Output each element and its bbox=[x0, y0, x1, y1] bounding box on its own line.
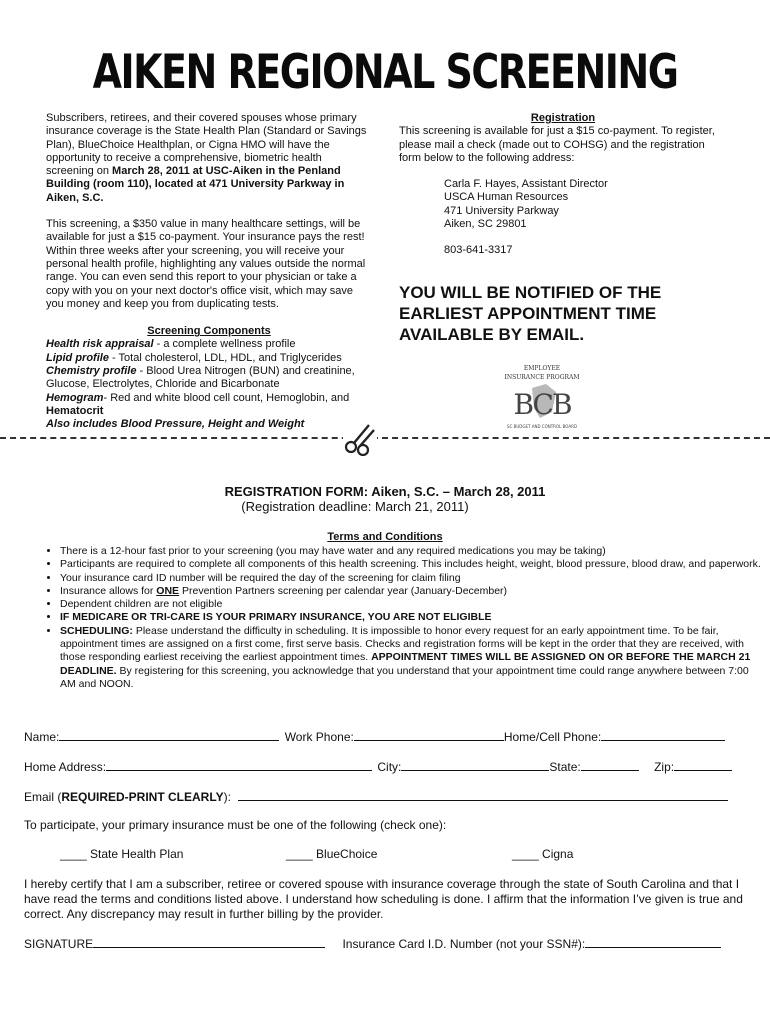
logo-bottom-text: SC BUDGET AND CONTROL BOARD bbox=[507, 424, 577, 429]
registration-text: This screening is available for just a $15 co-payment. To register, please mail a check (made out to COHSG) and the registration form below to the following address: bbox=[399, 125, 715, 164]
registration-form-title: REGISTRATION FORM: Aiken, S.C. – March 28, 2011 (Registration deadline: March 21, 2011) bbox=[224, 484, 546, 514]
city-field[interactable] bbox=[401, 758, 549, 771]
component-item: Health risk appraisal - a complete wellness profile bbox=[46, 338, 296, 351]
state-field[interactable] bbox=[581, 758, 639, 771]
list-item: • SCHEDULING: Please understand the difficulty in scheduling. It is impossible to honor every request for an early appointment time. To be fair, appointment times are assigned on a first come, first serve basis. Checks and registration forms will be kept in the order that they are received, with those responding earliest receiving the earliest appointment times. APPOINTMENT TIMES WILL BE ASSIGNED ON OR BEFORE THE MARCH 21 DEADLINE. By registering for this screening, you acknowledge that you understand that your appointment time could range anywhere between 7:00 AM and NOON. bbox=[60, 625, 766, 691]
home-phone-field[interactable] bbox=[601, 728, 725, 741]
address-line: USCA Human Resources bbox=[444, 191, 569, 204]
eip-logo bbox=[494, 362, 590, 434]
also-includes: Also includes Blood Pressure, Height and Weight bbox=[46, 418, 305, 431]
terms-list bbox=[38, 545, 766, 691]
signature-field[interactable] bbox=[93, 935, 325, 948]
component-item: Chemistry profile - Blood Urea Nitrogen (BUN) and creatinine, Glucose, Electrolytes, Chloride and Bicarbonate bbox=[46, 365, 355, 391]
intro-paragraph: Subscribers, retirees, and their covered spouses whose primary insurance coverage is the State Health Plan (Standard or Savings Plan), BlueChoice Healthplan, or Cigna HMO will have the opportunity to receive a comprehensive, biometric health screening on March 28, 2011 at USC-Aiken in the Penland Building (room 110), located at 471 University Parkway in Aiken, S.C. bbox=[46, 112, 367, 204]
work-phone-label: Work Phone: bbox=[284, 730, 354, 744]
components-heading: Screening Components bbox=[147, 325, 271, 338]
home-address-label: Home Address: bbox=[24, 760, 107, 774]
address-row bbox=[24, 758, 744, 775]
component-item: Lipid profile - Total cholesterol, LDL, HDL, and Triglycerides bbox=[46, 351, 342, 364]
phone-number: 803-641-3317 bbox=[444, 244, 513, 257]
list-item: • Insurance allows for ONE Prevention Partners screening per calendar year (January-December) bbox=[60, 585, 766, 598]
component-item: Hemogram- Red and white blood cell count, Hemoglobin, and Hematocrit bbox=[46, 391, 350, 417]
zip-label: Zip: bbox=[654, 760, 675, 774]
registration-heading: Registration bbox=[530, 112, 596, 124]
option-cigna[interactable]: ____ Cigna bbox=[512, 847, 574, 861]
name-label: Name: bbox=[24, 730, 60, 744]
left-column bbox=[46, 112, 372, 432]
email-row bbox=[24, 788, 744, 805]
list-item: • Participants are required to complete all components of this health screening. This includes height, weight, blood pressure, blood draw, and paperwork. bbox=[60, 558, 766, 571]
certification-text: I hereby certify that I am a subscriber, retiree or covered spouse with insurance coverage through the state of South Carolina and that I have read the terms and conditions listed above. I understand how scheduling is done. I affirm that the information I’ve given is true and correct. Any discrepancy may result in further billing by the provider. bbox=[24, 877, 743, 921]
mailing-address bbox=[444, 178, 727, 257]
contact-row bbox=[24, 728, 744, 745]
right-column bbox=[399, 112, 727, 258]
signature-row bbox=[24, 935, 744, 952]
list-item: • Your insurance card ID number will be required the day of the screening for claim filing bbox=[60, 572, 766, 585]
list-item: • There is a 12-hour fast prior to your screening (you may have water and any required medications you may be taking) bbox=[60, 545, 766, 558]
option-state-health-plan[interactable]: ____ State Health Plan bbox=[60, 847, 184, 861]
option-bluechoice[interactable]: ____ BlueChoice bbox=[286, 847, 378, 861]
signature-label: SIGNATURE bbox=[24, 937, 94, 951]
work-phone-field[interactable] bbox=[354, 728, 504, 741]
email-notice: YOU WILL BE NOTIFIED OF THE EARLIEST APPOINTMENT TIME AVAILABLE BY EMAIL. bbox=[399, 283, 662, 344]
logo-top-text: EMPLOYEE bbox=[523, 365, 561, 372]
insurance-prompt: To participate, your primary insurance must be one of the following (check one): bbox=[24, 818, 447, 832]
logo-program-text: INSURANCE PROGRAM bbox=[504, 374, 580, 381]
logo-letters: BCB bbox=[513, 388, 571, 421]
address-line: Aiken, SC 29801 bbox=[444, 218, 527, 231]
state-label: State: bbox=[549, 760, 581, 774]
bcb-logo-icon bbox=[494, 362, 590, 434]
email-field[interactable] bbox=[238, 788, 728, 801]
email-label: Email (REQUIRED-PRINT CLEARLY): bbox=[24, 790, 231, 804]
zip-field[interactable] bbox=[674, 758, 732, 771]
page-title: AIKEN REGIONAL SCREENING bbox=[92, 44, 678, 99]
city-label: City: bbox=[377, 760, 402, 774]
address-line: 471 University Parkway bbox=[444, 204, 559, 217]
list-item: • Dependent children are not eligible bbox=[60, 598, 766, 611]
list-item: • IF MEDICARE OR TRI-CARE IS YOUR PRIMARY INSURANCE, YOU ARE NOT ELIGIBLE bbox=[60, 611, 766, 624]
home-address-field[interactable] bbox=[106, 758, 372, 771]
value-paragraph: This screening, a $350 value in many healthcare settings, will be available for just a $15 co-payment. Your insurance pays the rest! Within three weeks after your screening, you will receive your personal health profile, highlighting any values outside the normal range. You can even send this report to your physician or take a copy with you on your next doctor's office visit, which may save you money and keep you from duplicating tests. bbox=[46, 218, 366, 310]
terms-heading: Terms and Conditions bbox=[327, 531, 443, 543]
cut-line bbox=[0, 437, 770, 439]
home-phone-label: Home/Cell Phone: bbox=[503, 730, 602, 744]
scissors-icon bbox=[343, 422, 377, 456]
name-field[interactable] bbox=[59, 728, 279, 741]
insurance-card-field[interactable] bbox=[585, 935, 721, 948]
insurance-card-label: Insurance Card I.D. Number (not your SSN#): bbox=[342, 937, 586, 951]
address-line: Carla F. Hayes, Assistant Director bbox=[444, 178, 608, 191]
